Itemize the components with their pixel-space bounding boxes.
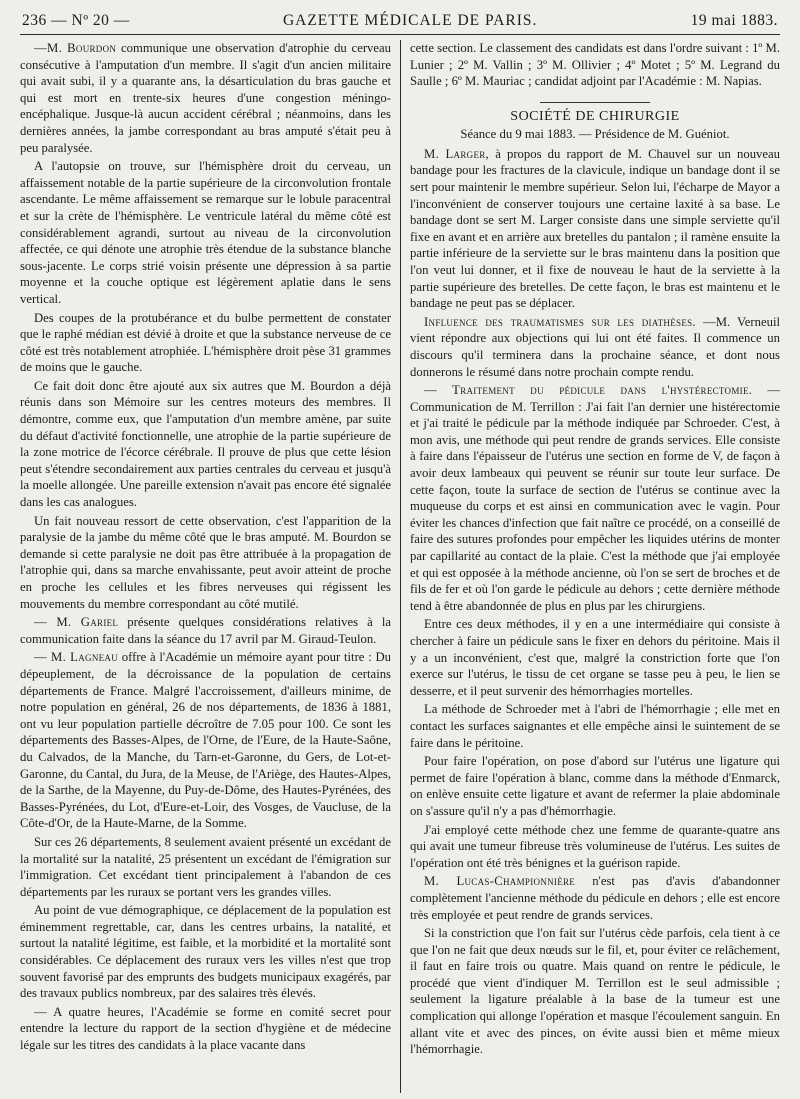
article-paragraph [20, 1004, 391, 1054]
article-paragraph [410, 616, 780, 699]
page-number: 236 — Nº 20 — [22, 12, 130, 29]
article-paragraph [410, 314, 780, 380]
article-paragraph [410, 873, 780, 923]
article-paragraph [20, 649, 391, 832]
paragraph-lead: —M. Bourdon [34, 41, 117, 55]
article-paragraph [20, 614, 391, 647]
right-column-body [410, 146, 780, 1058]
page-header [20, 12, 780, 35]
paragraph-text: —M. Verneuil vient répondre aux objections qui lui ont été faites. Il commence un discours qu'il terminera dans la prochaine séance, et dont nous donnerons le résumé dans notre prochain compte rendu. [410, 314, 780, 379]
paragraph-text: — A quatre heures, l'Académie se forme en comité secret pour entendre la lecture du rapport de la section d'hygiène et de médecine légale sur les titres des candidats à la place vacante dans [20, 1004, 391, 1053]
paragraph-text: Si la constriction que l'on fait sur l'utérus cède parfois, cela tient à ce que l'on ne fait que deux nœuds sur le fil, et, pour éviter ce relâchement, il faut en faire trois ou quatre. Mais quand on rentre le pédicule, le procédé que vient d'indiquer M. Terrillon est le seul admissible ; seulement la ligature préalable à la base de la tumeur est une complication qui allonge l'opération et masque l'écoulement sanguin. En allant vite et avec des pinces, on évite aussi bien et même mieux l'hémorrhagie. [410, 926, 780, 1057]
right-column [400, 40, 780, 1093]
paragraph-text: Pour faire l'opération, on pose d'abord sur l'utérus une ligature qui permet de faire l'opération à blanc, comme dans la méthode d'Enmarck, on enlève ensuite cette ligature et avant de refermer la plaie abdominale on s'assure qu'il n'y a pas d'hémorrhagie. [410, 754, 780, 818]
issue-date: 19 mai 1883. [690, 12, 778, 29]
article-paragraph [410, 822, 780, 872]
paragraph-text: Ce fait doit donc être ajouté aux six autres que M. Bourdon a déjà réunis dans son Mémoire sur les centres moteurs des membres. Il démontre, comme eux, que l'amputation d'un membre amène, par suite du défaut d'activité fonctionnelle, une atrophie de la partie supérieure de la zone motrice de l'écorce cérébrale. Il prouve de plus que cette lésion peut s'étendre secondairement aux parties centrales du cerveau et jusqu'à la moelle allongée. Une pareille extension n'avait pas encore été signalée dans les cas analogues. [20, 378, 391, 510]
article-paragraph [410, 382, 780, 614]
article-paragraph [20, 378, 391, 511]
article-paragraph [410, 925, 780, 1058]
paragraph-lead: — Traitement du pédicule dans l'hystérectomie. [424, 383, 753, 398]
continued-paragraph: cette section. Le classement des candidats est dans l'ordre suivant : 1º M. Lunier ; 2º M. Vallin ; 3º M. Ollivier ; 4º Motet ; 5º M. Legrand du Saulle ; 6º M. Mauriac ; candidat adjoint par l'Académie : M. Napias. [410, 41, 780, 89]
article-paragraph [20, 158, 391, 307]
article-paragraph [410, 701, 780, 751]
paragraph-lead: — M. Gariel [34, 615, 119, 630]
article-paragraph [20, 902, 391, 1002]
article-paragraph [20, 834, 391, 900]
paragraph-text: A l'autopsie on trouve, sur l'hémisphère droit du cerveau, un affaissement notable de la partie supérieure de la circonvolution frontale ascendante. Le même affaissement se remarque sur le lobule paracentral et sur la crète de l'hémisphère. Le ventricule latéral du même côté est considérablement agrandi, surtout au niveau de la circonvolution affectée, ce qui dénote une atrophie très étendue de la substance blanche sous-jacente. Le corps strié voisin présente une dépression à sa partie moyenne et la couche optique est légèrement aplatie dans le sens vertical. [20, 159, 391, 306]
paragraph-text: offre à l'Académie un mémoire ayant pour titre : Du dépeuplement, de la décroissance de la population de certains départements de France. Malgré l'accroissement, d'ailleurs minime, de notre population en général, 26 de nos départements, de 1836 à 1881, ont vu leur population partielle décroître de 7.05 pour 100. Ce sont les départements des Basses-Alpes, de l'Orne, de l'Eure, de la Haute-Saône, du Calvados, de la Manche, du Tarn-et-Garonne, du Gers, de Lot-et-Garonne, du Cantal, du Jura, de la Meuse, de l'Ariège, des Hautes-Alpes, de la Sarthe, de la Mayenne, du Puy-de-Dôme, des Hautes-Pyrénées, des Basses-Pyrénées, du Lot, d'Eure-et-Loir, des Vosges, de Vaucluse, de la Côte-d'Or, de la Haute-Marne, de la Somme. [20, 650, 391, 831]
paragraph-text: n'est pas d'avis d'abandonner complètement l'ancienne méthode du pédicule en dehors ; elle est encore très employée et peut rendre de grands services. [410, 874, 780, 922]
article-paragraph [20, 513, 391, 613]
paragraph-text: La méthode de Schroeder met à l'abri de l'hémorrhagie ; elle met en contact les surfaces saignantes et elle empêche ainsi le suintement de se faire dans le péritoine. [410, 702, 780, 750]
paragraph-text: à propos du rapport de M. Chauvel sur un nouveau bandage pour les fractures de la clavicule, indique un bandage dont il se sert pour maintenir le membre supérieur. Selon lui, l'écharpe de Mayor a l'inconvénient de conserver toujours une certaine laxité à sa base. Le bandage dont se sert M. Larger consiste dans une simple serviette qu'il fixe en avant et en arrière aux bretelles du pantalon ; il ramène ensuite la partie inférieure de la serviette sur le bras maintenu dans la position que l'on veut lui donner, et il fixe de nouveau le haut de la serviette à la partie supérieure des bretelles. De cette façon, le bras est maintenu et le bandage ne peut pas se déplacer. [410, 146, 780, 311]
article-paragraph [410, 146, 780, 312]
paragraph-text: Un fait nouveau ressort de cette observation, c'est l'apparition de la paralysie de la jambe du même côté que le bras amputé. M. Bourdon se demande si cette paralysie ne doit pas être attribuée à la propagation de l'atrophie qui, dans sa marche envahissante, peut avoir atteint de proche en proche les cellules et les fibres nerveuses qui régissent les mouvements du membre correspondant au côté mutilé. [20, 513, 391, 611]
paragraph-lead: Influence des traumatismes sur les diathèses. [424, 314, 696, 329]
paragraph-text: présente quelques considérations relatives à la communication faite dans la séance du 17 avril par M. Giraud-Teulon. [20, 615, 391, 646]
article-columns [20, 40, 780, 1093]
section-divider [540, 102, 650, 103]
paragraph-text: J'ai employé cette méthode chez une femme de quarante-quatre ans qui avait une tumeur fibreuse très volumineuse de l'utérus. Les suites de l'opération ont été très bénignes et la guérison rapide. [410, 822, 780, 870]
paragraph-lead: M. Larger, [424, 146, 490, 161]
paragraph-text: Entre ces deux méthodes, il y en a une intermédiaire qui consiste à chercher à faire un pédicule sans le fixer en dehors du péritoine. Mais il y a un inconvénient, c'est que, malgré la constriction forte que l'on exerce sur l'utérus, le tissu de cet organe se tasse peu à peu, le lien se desserre, et il peut survenir des hémorrhagies mortelles. [410, 617, 780, 698]
journal-title: GAZETTE MÉDICALE DE PARIS. [282, 12, 538, 29]
section-title: SOCIÉTÉ DE CHIRURGIE [510, 108, 680, 124]
article-paragraph [20, 310, 391, 376]
paragraph-text: communique une observation d'atrophie du cerveau consécutive à l'amputation d'un membre. Il s'agit d'un ancien militaire qui avait subi, il y a quarante ans, la désarticulation du bras gauche et qui est mort en trente-six heures d'une congestion méningo-encéphalique. Jusque-là aucun accident cérébral ; néanmoins, dans les dernières années, la jambe correspondant au bras amputé s'était peu à peu paralysée. [20, 41, 391, 155]
article-paragraph [20, 40, 391, 156]
left-column [20, 40, 400, 1093]
paragraph-lead: — M. Lagneau [34, 650, 119, 665]
paragraph-text: Des coupes de la protubérance et du bulbe permettent de constater que le raphé médian est dévié à droite et que la substance nerveuse de ce côté est très notablement atrophiée. L'hémisphère droit pèse 31 grammes de moins que le gauche. [20, 310, 391, 375]
paragraph-text: — Communication de M. Terrillon : J'ai fait l'an dernier une histérectomie et j'ai traité le pédicule par la méthode indiquée par Schroeder. C'est, à mon avis, une méthode qui peut rendre de grands services. Elle consiste à faire dans l'épaisseur de l'utérus une section en forme de V, de façon à avoir deux lambeaux qui peuvent se réunir sur toute leur surface. De cette façon, toute la surface de section de l'utérus se continue avec la muqueuse du corps et est ainsi en communication avec le vagin. Pour éviter les chances d'infection que fait naître ce procédé, on a conseillé de faire des sutures profondes pour empêcher les liquides utérins de monter par capillarité au contact de la plaie. C'est la méthode que j'ai employée et qui est opposée à la méthode ancienne, où l'on se sert de broches et de fils de fer et où l'on garde le pédicule au dehors ; cette dernière méthode tend à être abandonnée de plus en plus par les chirurgiens. [410, 383, 780, 613]
section-subtitle: Séance du 9 mai 1883. — Présidence de M. Guéniot. [460, 126, 730, 141]
paragraph-text: Au point de vue démographique, ce déplacement de la population est éminemment regrettable, car, dans les centres urbains, la natalité, et surtout la natalité légitime, est faible, et la morbidité et la mortalité sont considérables. Ce déplacement des ruraux vers les villes n'est que trop souvent favorisé par des emprunts des budgets municipaux exagérés, par des travaux publics nombreux, par des salaires très élevés. [20, 903, 391, 1001]
paragraph-text: Sur ces 26 départements, 8 seulement avaient présenté un excédant de la mortalité sur la natalité, 25 présentent un excédant de l'émigration sur l'immigration. Cet excédant tient principalement à l'abandon de ces départements par les ruraux se portant vers les grandes villes. [20, 834, 391, 899]
article-paragraph [410, 753, 780, 819]
paragraph-lead: M. Lucas-Championnière [424, 874, 576, 889]
